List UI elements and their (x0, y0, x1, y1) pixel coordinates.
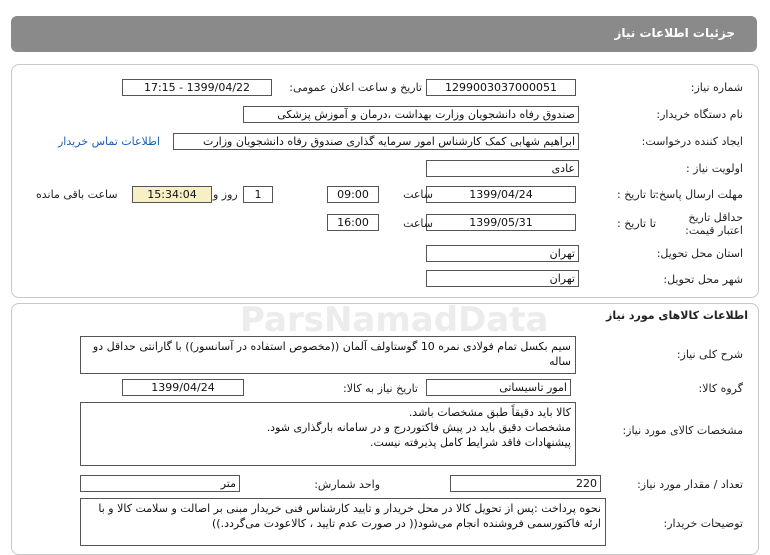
group-label: گروه کالا: (698, 382, 743, 395)
watermark: ParsNamadData (240, 300, 549, 340)
need-number-field: 1299003037000051 (426, 79, 576, 96)
city-label: شهر محل تحویل: (663, 273, 743, 286)
spec-line: کالا باید دقیقاً طبق مشخصات باشد. (408, 406, 571, 419)
announce-label: تاریخ و ساعت اعلان عمومی: (289, 81, 422, 94)
province-label: استان محل تحویل: (656, 247, 743, 260)
city-field: تهران (426, 270, 579, 287)
spec-label: مشخصات کالای مورد نیاز: (622, 424, 743, 437)
remaining-label: ساعت باقی مانده (36, 188, 118, 201)
announce-field: 1399/04/22 - 17:15 (122, 79, 272, 96)
priority-field: عادی (426, 160, 579, 177)
creator-label: ایجاد کننده درخواست: (641, 135, 743, 148)
days-label: روز و (213, 188, 238, 201)
header-bar (11, 16, 757, 52)
goods-section-title: اطلاعات کالاهای مورد نیاز (606, 309, 748, 322)
need-date-field: 1399/04/24 (122, 379, 244, 396)
validity-time-field: 16:00 (327, 214, 379, 231)
desc-label: شرح کلی نیاز: (676, 348, 743, 361)
buyer-contact-link[interactable]: اطلاعات تماس خریدار (58, 135, 160, 148)
qty-label: تعداد / مقدار مورد نیاز: (637, 478, 743, 491)
validity-label: حداقل تاریخ اعتبار قیمت: (685, 211, 743, 237)
remaining-time-field: 15:34:04 (132, 186, 212, 203)
deadline-time-label: ساعت (403, 188, 433, 201)
validity-time-label: ساعت (403, 217, 433, 230)
buyer-field: صندوق رفاه دانشجویان وزارت بهداشت ،درمان و آموزش پزشکی (243, 106, 579, 123)
creator-field: ابراهیم شهابی کمک کارشناس امور سرمایه گذاری صندوق رفاه دانشجویان وزارت (173, 133, 579, 150)
validity-date-field: 1399/05/31 (426, 214, 576, 231)
notes-field: نحوه پرداخت :پس از تحویل کالا در محل خریدار و تایید کارشناس فنی خریدار مبنی بر اصالت و سلامت کالا و با ارئه فاکتورسمی فروشنده انجام می‌شود(( در صورت عدم تایید ، کالاعودت می‌گردد.)) (80, 498, 606, 546)
deadline-date-field: 1399/04/24 (426, 186, 576, 203)
days-field: 1 (243, 186, 273, 203)
province-field: تهران (426, 245, 579, 262)
validity-to-date-label: تا تاریخ : (617, 217, 656, 230)
unit-field: متر (80, 475, 240, 492)
group-field: امور تاسیساتی (426, 379, 571, 396)
priority-label: اولویت نیاز : (685, 162, 743, 175)
spec-line: مشخصات دقیق باید در پیش فاکتوردرج و در سامانه بارگذاری شود. (266, 421, 571, 434)
notes-label: توضیحات خریدار: (663, 517, 743, 530)
deadline-time-field: 09:00 (327, 186, 379, 203)
spec-field (80, 402, 576, 466)
page-title: جزئیات اطلاعات نیاز (614, 26, 735, 40)
buyer-label: نام دستگاه خریدار: (656, 108, 743, 121)
deadline-label: مهلت ارسال پاسخ: (655, 188, 743, 201)
need-info-panel (11, 64, 759, 298)
desc-field: سیم بکسل تمام فولادی نمره 10 گوستاولف آلمان ((مخصوص استفاده در آسانسور)) با گارانتی حداقل دو ساله (80, 336, 576, 374)
unit-label: واحد شمارش: (314, 478, 380, 491)
spec-line: پیشنهادات فاقد شرایط کامل پذیرفته نیست. (370, 436, 571, 449)
deadline-to-date-label: تا تاریخ : (617, 188, 656, 201)
qty-field: 220 (450, 475, 601, 492)
need-number-label: شماره نیاز: (690, 81, 743, 94)
need-date-label: تاریخ نیاز به کالا: (343, 382, 418, 395)
